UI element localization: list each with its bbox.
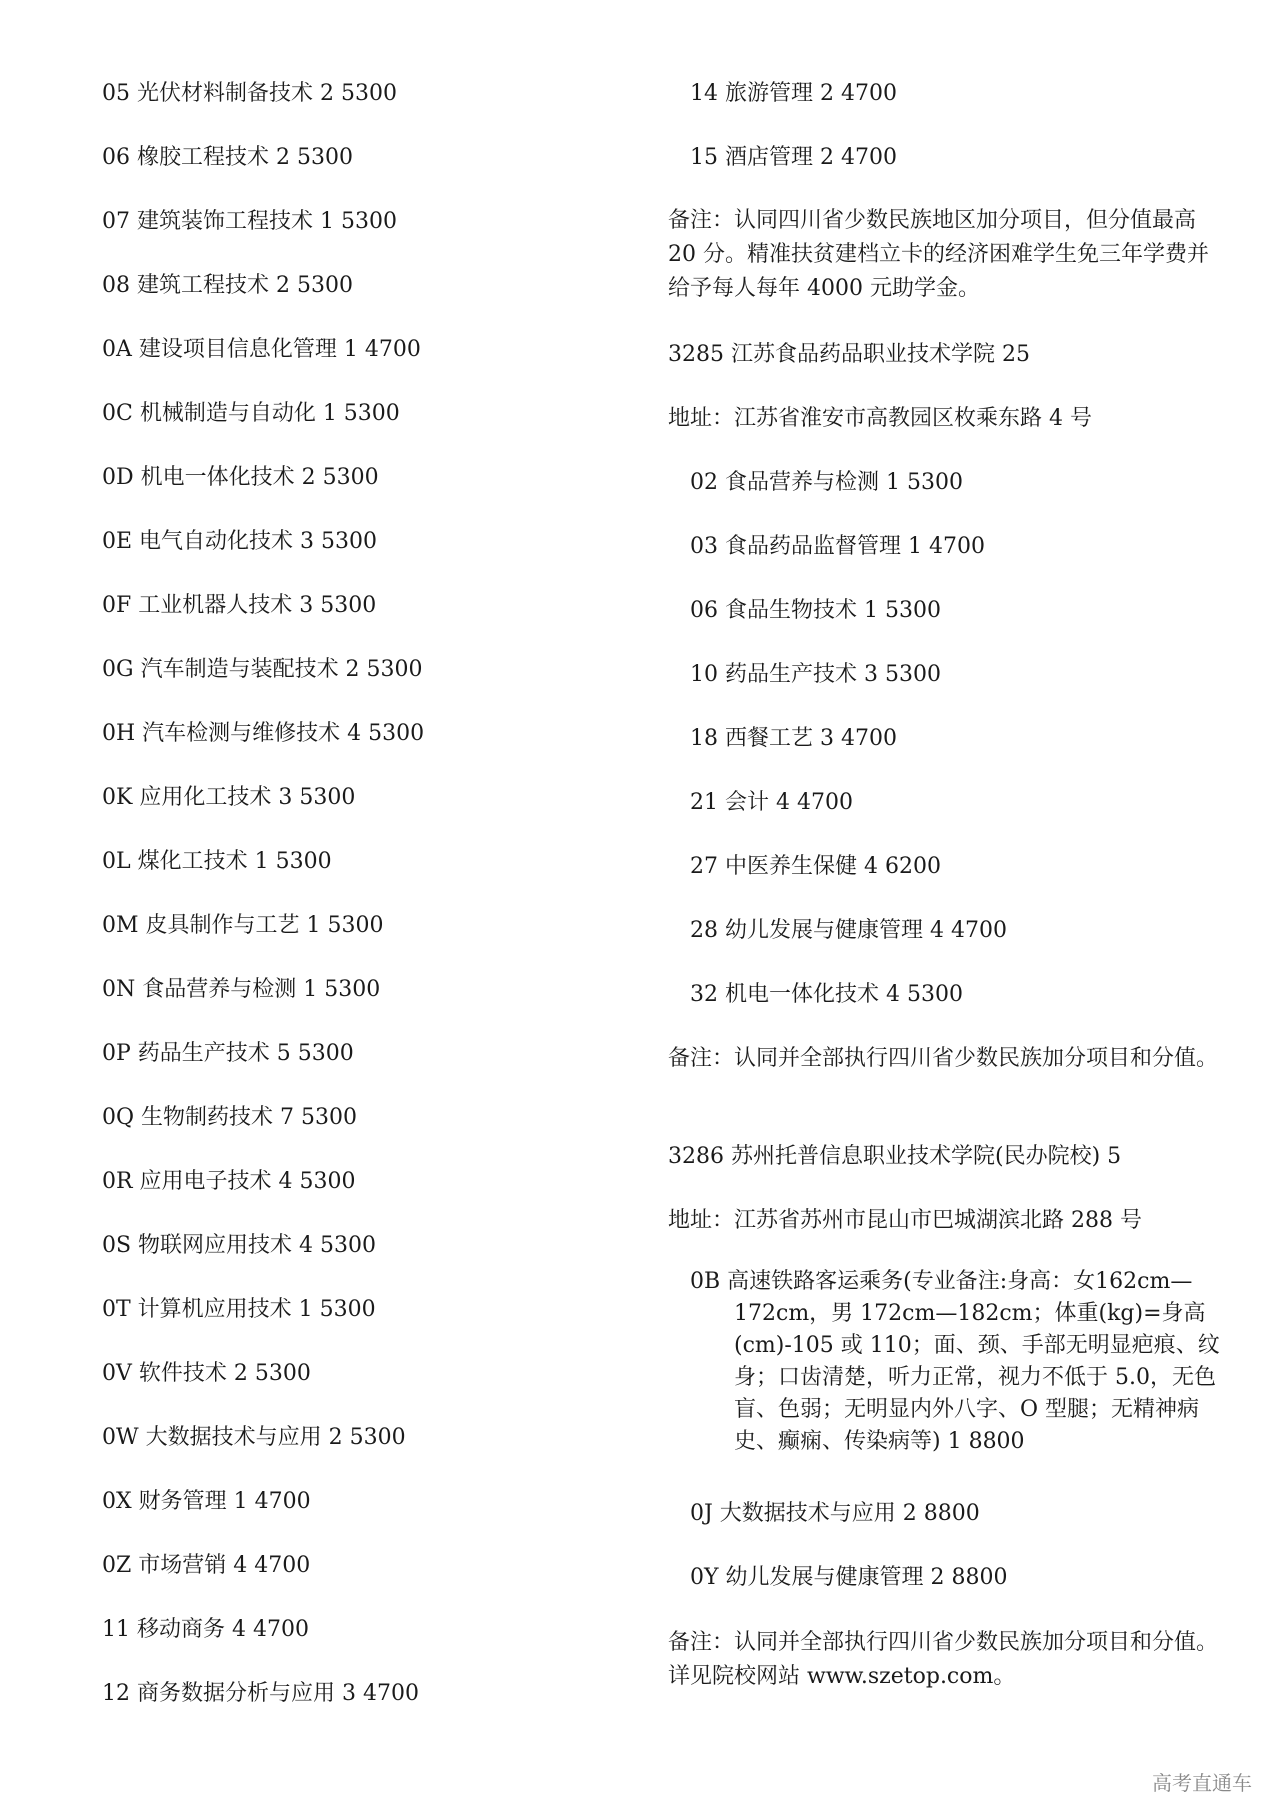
major-item: 0Y 幼儿发展与健康管理 2 8800 bbox=[690, 1565, 1008, 1590]
major-item: 14 旅游管理 2 4700 bbox=[690, 81, 897, 106]
major-item: 0S 物联网应用技术 4 5300 bbox=[102, 1233, 377, 1258]
major-item: 07 建筑装饰工程技术 1 5300 bbox=[102, 209, 397, 234]
major-item-with-requirements bbox=[690, 1266, 1228, 1458]
remark-note: 备注：认同四川省少数民族地区加分项目，但分值最高 20 分。精准扶贫建档立卡的经济困难学生免三年学费并给予每人每年 4000 元助学金。 bbox=[668, 208, 1209, 301]
major-item: 06 橡胶工程技术 2 5300 bbox=[102, 145, 353, 170]
school-heading: 3286 苏州托普信息职业技术学院(民办院校) 5 bbox=[668, 1144, 1122, 1169]
major-item: 11 移动商务 4 4700 bbox=[102, 1617, 309, 1642]
major-item: 0J 大数据技术与应用 2 8800 bbox=[690, 1501, 980, 1526]
major-item: 08 建筑工程技术 2 5300 bbox=[102, 273, 353, 298]
major-item: 0C 机械制造与自动化 1 5300 bbox=[102, 401, 400, 426]
major-item: 21 会计 4 4700 bbox=[690, 790, 853, 815]
watermark: 高考直通车 bbox=[1152, 1771, 1252, 1795]
major-item: 0W 大数据技术与应用 2 5300 bbox=[102, 1425, 406, 1450]
major-item: 0K 应用化工技术 3 5300 bbox=[102, 785, 356, 810]
remark-note: 备注：认同并全部执行四川省少数民族加分项目和分值。 bbox=[668, 1046, 1219, 1071]
major-item: 0Q 生物制药技术 7 5300 bbox=[102, 1105, 357, 1130]
major-item: 0R 应用电子技术 4 5300 bbox=[102, 1169, 356, 1194]
major-item: 02 食品营养与检测 1 5300 bbox=[690, 470, 963, 495]
major-item: 0E 电气自动化技术 3 5300 bbox=[102, 529, 378, 554]
major-item: 27 中医养生保健 4 6200 bbox=[690, 854, 941, 879]
major-item: 0F 工业机器人技术 3 5300 bbox=[102, 593, 377, 618]
major-item: 0G 汽车制造与装配技术 2 5300 bbox=[102, 657, 423, 682]
major-item: 0H 汽车检测与维修技术 4 5300 bbox=[102, 721, 425, 746]
major-item: 0M 皮具制作与工艺 1 5300 bbox=[102, 913, 384, 938]
major-item: 0A 建设项目信息化管理 1 4700 bbox=[102, 337, 421, 362]
major-item: 0T 计算机应用技术 1 5300 bbox=[102, 1297, 376, 1322]
school-address: 地址：江苏省淮安市高教园区枚乘东路 4 号 bbox=[668, 406, 1092, 431]
major-item: 28 幼儿发展与健康管理 4 4700 bbox=[690, 918, 1007, 943]
remark-note: 备注：认同并全部执行四川省少数民族加分项目和分值。详见院校网站 www.szetop.com。 bbox=[668, 1630, 1219, 1689]
major-item: 0P 药品生产技术 5 5300 bbox=[102, 1041, 354, 1066]
major-item: 0N 食品营养与检测 1 5300 bbox=[102, 977, 381, 1002]
major-item: 18 西餐工艺 3 4700 bbox=[690, 726, 897, 751]
major-item-text: 0B 高速铁路客运乘务(专业备注:身高：女162cm—172cm，男 172cm—182cm；体重(kg)=身高(cm)-105 或 110；面、颈、手部无明显疤痕、纹身；口齿清楚，听力正常，视力不低于 5.0，无色盲、色弱；无明显内外八字、O 型腿；无精神病史、癫痫、传染病等) 1 8800 bbox=[690, 1269, 1220, 1454]
major-item: 10 药品生产技术 3 5300 bbox=[690, 662, 941, 687]
major-item: 0X 财务管理 1 4700 bbox=[102, 1489, 311, 1514]
school-heading: 3285 江苏食品药品职业技术学院 25 bbox=[668, 342, 1030, 367]
major-item: 32 机电一体化技术 4 5300 bbox=[690, 982, 963, 1007]
major-item: 06 食品生物技术 1 5300 bbox=[690, 598, 941, 623]
major-item: 0L 煤化工技术 1 5300 bbox=[102, 849, 332, 874]
major-item: 03 食品药品监督管理 1 4700 bbox=[690, 534, 985, 559]
major-item: 05 光伏材料制备技术 2 5300 bbox=[102, 81, 397, 106]
major-item: 15 酒店管理 2 4700 bbox=[690, 145, 897, 170]
major-item: 12 商务数据分析与应用 3 4700 bbox=[102, 1681, 419, 1706]
major-item: 0V 软件技术 2 5300 bbox=[102, 1361, 311, 1386]
school-address: 地址：江苏省苏州市昆山市巴城湖滨北路 288 号 bbox=[668, 1208, 1142, 1233]
major-item: 0Z 市场营销 4 4700 bbox=[102, 1553, 311, 1578]
major-item: 0D 机电一体化技术 2 5300 bbox=[102, 465, 379, 490]
